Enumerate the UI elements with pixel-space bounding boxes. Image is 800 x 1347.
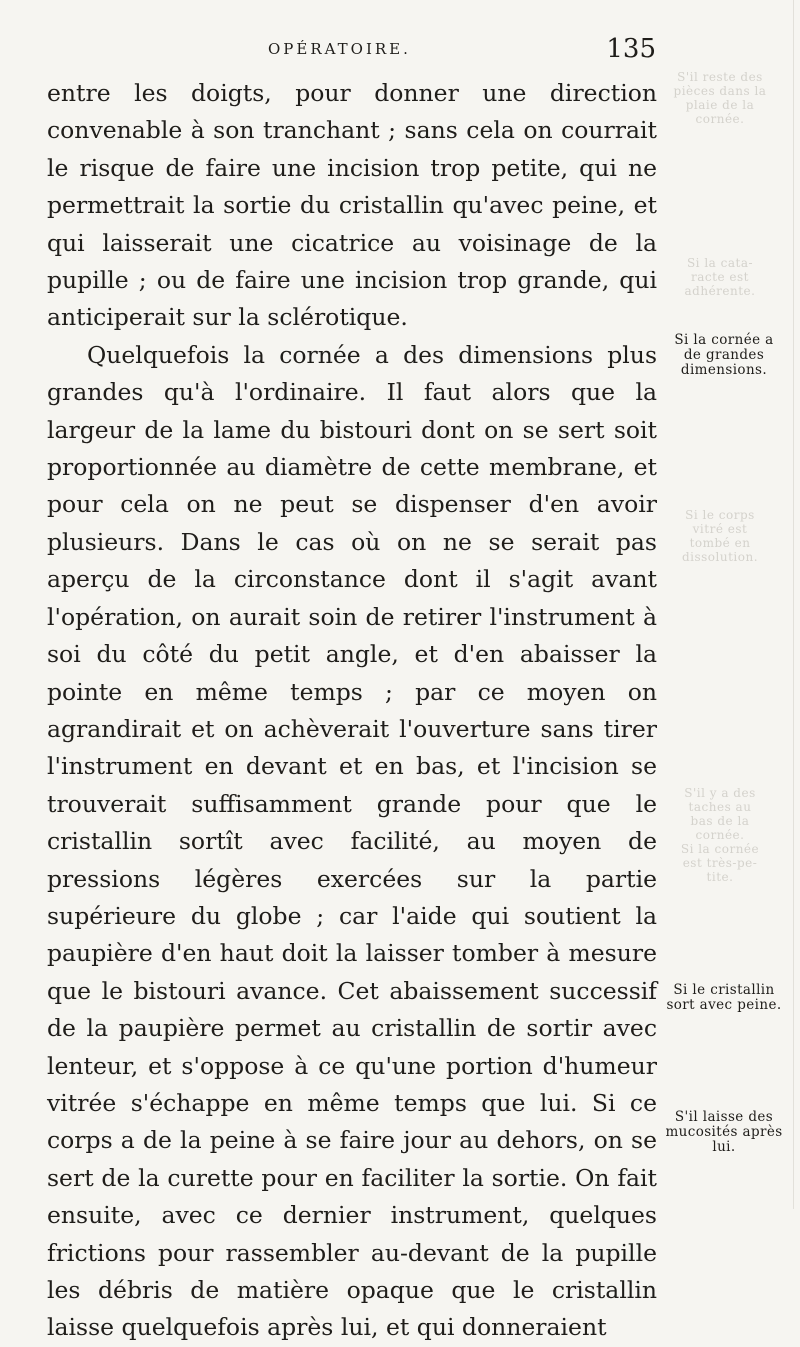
page-edge	[793, 0, 794, 1209]
bleed-through-text: Si la cata- racte est adhérente.	[684, 256, 756, 298]
page-header	[60, 34, 660, 74]
paragraph: Quelquefois la cornée a des dimensions plus grandes qu'à l'ordinaire. Il faut alors que la largeur de la lame du bistouri dont on se sert soit proportionnée au diamètre de cette membrane, et pour cela on ne peut se dispenser d'en avoir plusieurs. Dans le cas où on ne se serait pas aperçu de la circonstance dont il s'agit avant l'opération, on aurait soin de retirer l'instrument à soi du côté du petit angle, et d'en abaisser la pointe en même temps ; par ce moyen on agrandirait et on achèverait l'ouverture sans tirer l'instrument en devant et en bas, et l'incision se trouverait suffisamment grande pour que le cristallin sortît avec facilité, au moyen de pressions légères exercées sur la partie supérieure du globe ; car l'aide qui soutient la paupière d'en haut doit la laisser tomber à mesure que le bistouri avance. Cet abaissement successif de la paupière permet au cristallin de sortir avec lenteur, et s'oppose à ce qu'une portion d'humeur vitrée s'échappe en même temps que lui. Si ce corps a de la peine à se faire jour au dehors, on se sert de la curette pour en faciliter la sortie. On fait ensuite, avec ce dernier instrument, quelques frictions pour rassembler au-devant de la pupille les débris de matière opaque que le cristallin laisse quelquefois après lui, et qui donneraient	[47, 340, 657, 1342]
margin-note: S'il laisse des mucosités après lui.	[665, 1109, 783, 1155]
body-text	[47, 75, 657, 1347]
running-head: OPÉRATOIRE.	[268, 40, 411, 58]
margin-note: Si la cornée a de grandes dimensions.	[674, 332, 774, 378]
page-number: 135	[606, 34, 656, 64]
bleed-through-text: S'il y a des taches au bas de la cornée. Si la cornée est très-pe- tite.	[680, 786, 760, 884]
bleed-through-text: S'il reste des pièces dans la plaie de la cornée.	[673, 70, 767, 126]
margin-note: Si le cristallin sort avec peine.	[666, 982, 782, 1013]
bleed-through-text: Si le corps vitré est tombé en dissolution.	[681, 508, 759, 564]
paragraph: entre les doigts, pour donner une direction convenable à son tranchant ; sans cela on courrait le risque de faire une incision trop petite, qui ne permettrait la sortie du cristallin qu'avec peine, et qui laisserait une cicatrice au voisinage de la pupille ; ou de faire une incision trop grande, qui anticiperait sur la sclérotique.	[47, 79, 657, 332]
